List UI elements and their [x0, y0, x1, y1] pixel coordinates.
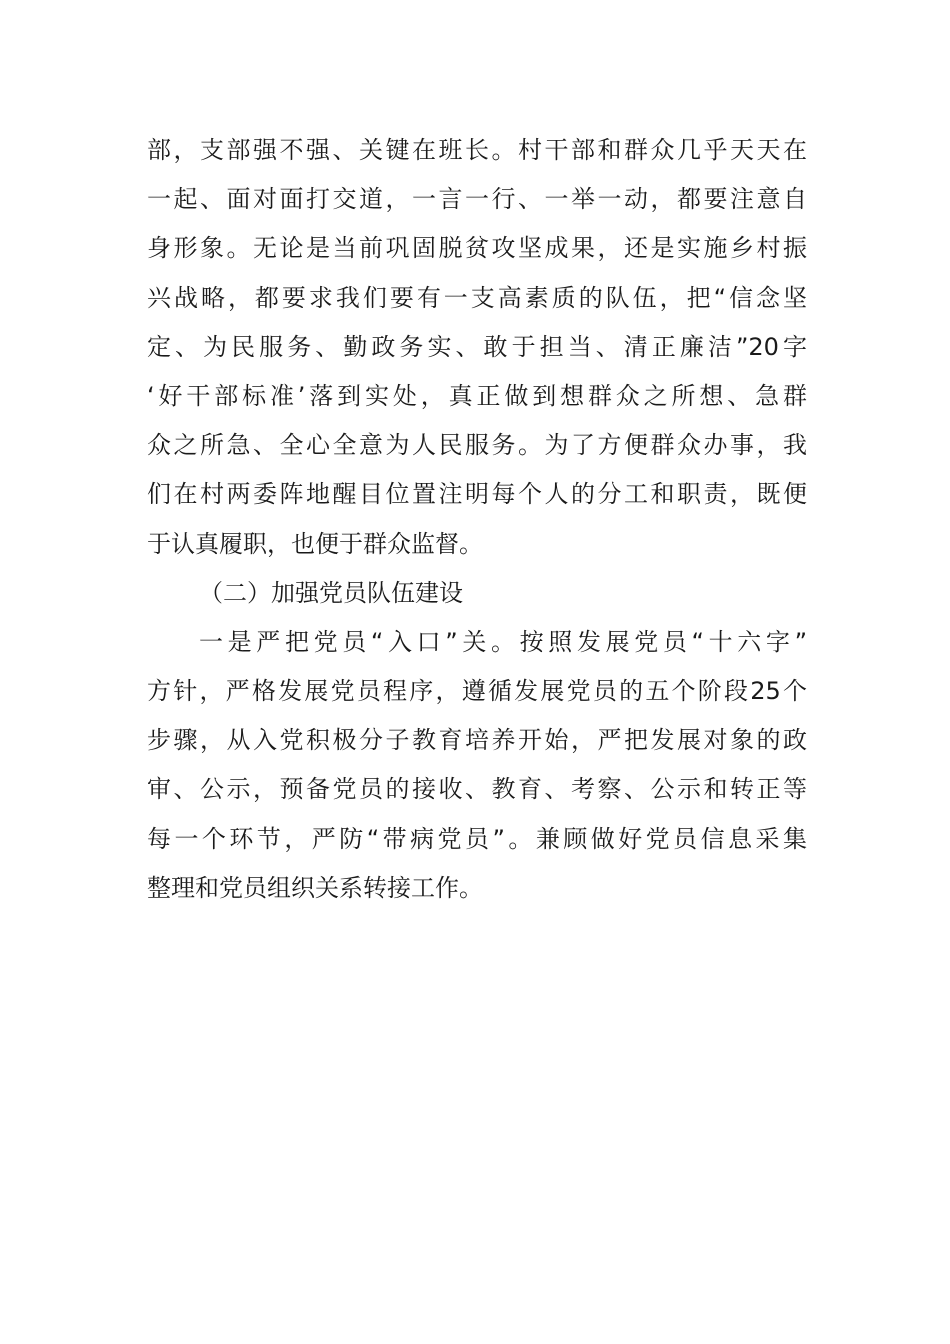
text-line: ‘好干部标准’落到实处，真正做到想群众之所想、急群 [147, 381, 807, 410]
text-line: 们在村两委阵地醒目位置注明每个人的分工和职责，既便 [147, 480, 807, 509]
text-line: 整理和党员组织关系转接工作。 [147, 873, 483, 902]
paragraph-party-members [147, 618, 807, 913]
text-line: 一是严把党员“入口”关。按照发展党员“十六字” [199, 627, 807, 656]
text-line: 定、为民服务、勤政务实、敢于担当、清正廉洁”20字 [147, 332, 807, 361]
paragraph-village-cadres [147, 126, 807, 569]
document-body [147, 126, 807, 913]
text-line: 于认真履职，也便于群众监督。 [147, 529, 483, 558]
text-line: 众之所急、全心全意为人民服务。为了方便群众办事，我 [147, 431, 807, 460]
text-line: 一起、面对面打交道，一言一行、一举一动，都要注意自 [147, 185, 807, 214]
text-line: 方针，严格发展党员程序，遵循发展党员的五个阶段25个 [147, 677, 807, 706]
text-line: 审、公示，预备党员的接收、教育、考察、公示和转正等 [147, 775, 807, 804]
text-line: 身形象。无论是当前巩固脱贫攻坚成果，还是实施乡村振 [147, 234, 807, 263]
text-line: 每一个环节，严防“带病党员”。兼顾做好党员信息采集 [147, 824, 807, 853]
text-line: 兴战略，都要求我们要有一支高素质的队伍，把“信念坚 [147, 283, 807, 312]
text-line: 部，支部强不强、关键在班长。村干部和群众几乎天天在 [147, 136, 807, 164]
text-line: 步骤，从入党积极分子教育培养开始，严把发展对象的政 [147, 726, 807, 755]
section-heading: （二）加强党员队伍建设 [199, 578, 463, 607]
